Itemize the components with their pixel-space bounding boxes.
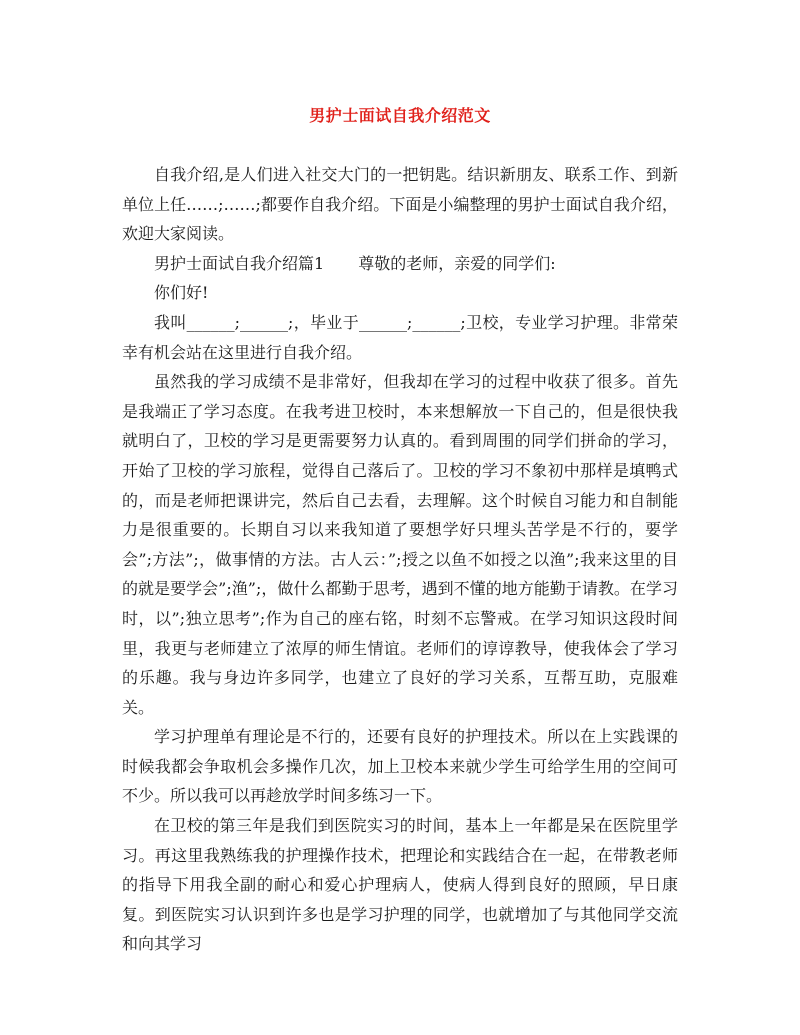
name-paragraph: 我叫______;______;，毕业于______;______;卫校，专业学习护理。非常荣幸有机会站在这里进行自我介绍。 [122,312,678,362]
document-title: 男护士面试自我介绍范文 [309,106,491,125]
intro-paragraph: 自我介绍,是人们进入社交大门的一把钥匙。结识新朋友、联系工作、到新单位上任……;……;都要作自我介绍。下面是小编整理的男护士面试自我介绍，欢迎大家阅读。 [122,165,678,244]
section-heading: 男护士面试自我介绍篇1 [154,253,325,273]
internship-paragraph: 在卫校的第三年是我们到医院实习的时间，基本上一年都是呆在医院里学习。再这里我熟练我的护理操作技术，把理论和实践结合在一起，在带教老师的指导下用我全副的耐心和爱心护理病人，使病人得到良好的照顾，早日康复。到医院实习认识到许多也是学习护理的同学，也就增加了与其他同学交流和向其学习 [122,816,678,954]
greeting-line: 尊敬的老师，亲爱的同学们: [358,253,556,273]
practice-paragraph: 学习护理单有理论是不行的，还要有良好的护理技术。所以在上实践课的时候我都会争取机会多操作几次，加上卫校本来就少学生可给学生用的空间可不少。所以我可以再趁放学时间多练习一下。 [122,727,678,806]
section-heading-line [122,249,678,279]
study-paragraph: 虽然我的学习成绩不是非常好，但我却在学习的过程中收获了很多。首先是我端正了学习态度。在我考进卫校时，本来想解放一下自己的，但是很快我就明白了，卫校的学习是更需要努力认真的。看到周围的同学们拼命的学习，开始了卫校的学习旅程，觉得自己落后了。卫校的学习不象初中那样是填鸭式的，而是老师把课讲完，然后自己去看，去理解。这个时候自习能力和自制能力是很重要的。长期自习以来我知道了要想学好只埋头苦学是不行的，要学会”;方法”;，做事情的方法。古人云：”;授之以鱼不如授之以渔”;我来这里的目的就是要学会”;渔”;，做什么都勤于思考，遇到不懂的地方能勤于请教。在学习时，以”;独立思考”;作为自己的座右铭，时刻不忘警戒。在学习知识这段时间里，我更与老师建立了浓厚的师生情谊。老师们的谆谆教导，使我体会了学习的乐趣。我与身边许多同学，也建立了良好的学习关系，互帮互助，克服难关。 [122,372,678,717]
greeting-paragraph: 你们好! [154,283,209,303]
document-body [122,160,678,959]
